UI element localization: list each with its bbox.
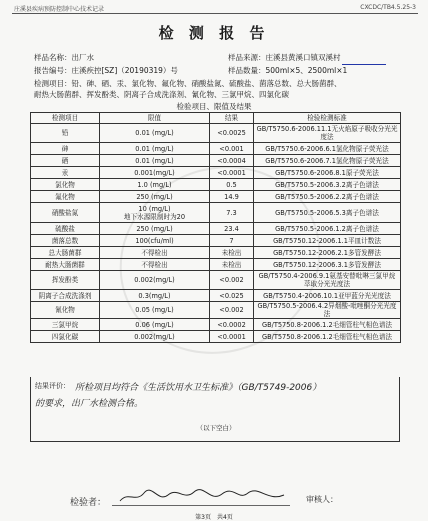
test-items-line1: 检测项目：铅、砷、硒、汞、氯化物、氟化物、硝酸盐氮、硫酸盐、菌落总数、总大肠菌群、 <box>34 79 342 88</box>
results-table <box>30 112 401 343</box>
cell-result: 7.3 <box>210 203 254 223</box>
blank-note: （以下空白） <box>196 424 236 432</box>
cell-standard: GB/T5750.6-2006.7.1氢化物原子荧光法 <box>254 155 401 167</box>
cell-limit: 0.002(mg/L) <box>100 331 210 343</box>
cell-standard: GB/T5750.12-2006.1.1平皿计数法 <box>254 235 401 247</box>
table-row <box>31 259 401 271</box>
cell-result: 23.4 <box>210 223 254 235</box>
cell-item: 砷 <box>31 143 100 155</box>
table-row <box>31 223 401 235</box>
table-row <box>31 179 401 191</box>
cell-standard: GB/T5750.12-2006.2.1多管发酵法 <box>254 247 401 259</box>
table-header-row <box>31 113 401 124</box>
handwritten-mark <box>342 51 386 65</box>
header-result: 结果 <box>210 113 254 124</box>
cell-limit: 不得检出 <box>100 247 210 259</box>
cell-standard: GB/T5750.6-2006.8.1原子荧光法 <box>254 167 401 179</box>
cell-result: 未检出 <box>210 247 254 259</box>
cell-item: 氟化物 <box>31 191 100 203</box>
cell-limit: 不得检出 <box>100 259 210 271</box>
cell-item: 硫酸盐 <box>31 223 100 235</box>
cell-standard: GB/T5750.8-2006.1.2毛细管柱气相色谱法 <box>254 319 401 331</box>
conclusion-box <box>30 377 400 442</box>
header-org: 庄溪县疾病预防控制中心技术记录 <box>14 6 105 13</box>
cell-item: 耐热大肠菌群 <box>31 259 100 271</box>
cell-result: <0.0002 <box>210 319 254 331</box>
cell-item: 阴离子合成洗涤剂 <box>31 290 100 302</box>
cell-result: 未检出 <box>210 259 254 271</box>
table-row <box>31 155 401 167</box>
cell-item: 四氯化碳 <box>31 331 100 343</box>
table-row <box>31 167 401 179</box>
table-row <box>31 143 401 155</box>
cell-limit: 0.05 (mg/L) <box>100 302 210 319</box>
cell-limit: 0.06 (mg/L) <box>100 319 210 331</box>
cell-result: <0.002 <box>210 302 254 319</box>
cell-limit: 250 (mg/L) <box>100 191 210 203</box>
conclusion-handwriting-2: 的要求，出厂水检测合格。 <box>35 399 144 409</box>
conclusion-label: 结果评价： <box>35 382 70 390</box>
section-title: 检验项目、限值及结果 <box>176 102 252 111</box>
cell-limit: 10 (mg/L) 地下水源限制时为20 <box>100 203 210 223</box>
cell-standard: GB/T5750.4-2006.9.1氨基安替吡啉三氯甲烷萃取分光光度法 <box>254 271 401 290</box>
header-item: 检测项目 <box>31 113 100 124</box>
cell-item: 挥发酚类 <box>31 271 100 290</box>
cell-standard: GB/T5750.6-2006.11.1无火焰原子吸收分光光度法 <box>254 124 401 143</box>
cell-result: 14.9 <box>210 191 254 203</box>
inspector-signature <box>118 489 288 505</box>
report-number: 报告编号：庄溪疾控[SZ]（20190319）号 <box>34 66 178 75</box>
test-items-line2: 耐热大肠菌群、挥发酚类、阴离子合成洗涤剂、氰化物、三氯甲烷、四氯化碳 <box>34 90 289 99</box>
cell-standard: GB/T5750.8-2006.1.2毛细管柱气相色谱法 <box>254 331 401 343</box>
auditor-label: 审核人： <box>306 495 338 504</box>
cell-limit: 0.01 (mg/L) <box>100 155 210 167</box>
cell-result: <0.0001 <box>210 331 254 343</box>
table-body <box>31 124 401 343</box>
cell-limit: 0.01 (mg/L) <box>100 124 210 143</box>
sample-name: 样品名称：出厂水 <box>34 53 94 62</box>
cell-result: <0.001 <box>210 143 254 155</box>
header-divider <box>12 13 418 14</box>
cell-limit: 0.001(mg/L) <box>100 167 210 179</box>
table-row <box>31 319 401 331</box>
table-row <box>31 124 401 143</box>
table-row <box>31 247 401 259</box>
header-code: CXCDC/TB4.5.25-3 <box>360 4 416 11</box>
cell-result: 0.5 <box>210 179 254 191</box>
table-row <box>31 290 401 302</box>
cell-item: 氯化物 <box>31 179 100 191</box>
page-title: 检 测 报 告 <box>158 24 270 42</box>
cell-standard: GB/T5750.5-2006.1.2离子色谱法 <box>254 223 401 235</box>
cell-limit: 1.0 (mg/L) <box>100 179 210 191</box>
cell-standard: GB/T5750.5-2006.3.2离子色谱法 <box>254 179 401 191</box>
cell-item: 铅 <box>31 124 100 143</box>
table-row <box>31 302 401 319</box>
cell-item: 硒 <box>31 155 100 167</box>
table-row <box>31 271 401 290</box>
cell-result: 7 <box>210 235 254 247</box>
cell-item: 三氯甲烷 <box>31 319 100 331</box>
table-row <box>31 235 401 247</box>
cell-limit: 0.3(mg/L) <box>100 290 210 302</box>
table-row <box>31 191 401 203</box>
cell-standard: GB/T5750.12-2006.3.1多管发酵法 <box>254 259 401 271</box>
cell-limit: 0.01 (mg/L) <box>100 143 210 155</box>
header-standard: 检验检测标准 <box>254 113 401 124</box>
cell-standard: GB/T5750.6-2006.6.1氢化物原子荧光法 <box>254 143 401 155</box>
cell-standard: GB/T5750.4-2006.10.1亚甲蓝分光光度法 <box>254 290 401 302</box>
sample-source: 样品来源：庄溪县黄溪口镇双溪村 <box>228 53 341 62</box>
conclusion-handwriting-1: 所检项目均符合《生活饮用水卫生标准》（GB/T5749-2006） <box>75 383 322 393</box>
cell-limit: 0.002(mg/L) <box>100 271 210 290</box>
header-limit: 限值 <box>100 113 210 124</box>
cell-item: 菌落总数 <box>31 235 100 247</box>
inspector-label: 检验者： <box>70 498 107 508</box>
table-row <box>31 331 401 343</box>
cell-item: 硝酸盐氮 <box>31 203 100 223</box>
sample-quantity: 样品数量：500ml×5、2500ml×1 <box>228 66 348 75</box>
cell-standard: GB/T5750.5-2006.5.3离子色谱法 <box>254 203 401 223</box>
table-row <box>31 203 401 223</box>
cell-item: 总大肠菌群 <box>31 247 100 259</box>
cell-result: <0.0004 <box>210 155 254 167</box>
signature-line <box>112 505 290 506</box>
cell-result: <0.0001 <box>210 167 254 179</box>
cell-result: <0.025 <box>210 290 254 302</box>
cell-item: 氰化物 <box>31 302 100 319</box>
cell-standard: GB/T5750.5-2006.4.2异烟酸-吡唑酮分光光度法 <box>254 302 401 319</box>
cell-limit: 250 (mg/L) <box>100 223 210 235</box>
cell-limit: 100(cfu/ml) <box>100 235 210 247</box>
cell-standard: GB/T5750.5-2006.2.2离子色谱法 <box>254 191 401 203</box>
cell-item: 汞 <box>31 167 100 179</box>
cell-result: <0.002 <box>210 271 254 290</box>
cell-result: <0.0025 <box>210 124 254 143</box>
page-number: 第3页 共4页 <box>195 514 233 521</box>
